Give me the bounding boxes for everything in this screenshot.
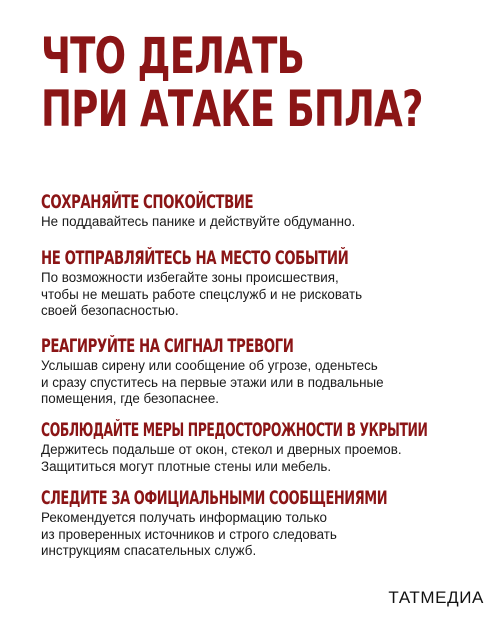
section-text [41,442,481,475]
section-text-line: чтобы не мешать работе спецслужб и не рисковать [41,286,363,302]
section-text-line: своей безопасностью. [41,303,179,318]
section-official-messages [41,488,481,560]
poster-title [41,27,423,138]
section-heading: СОБЛЮДАЙТЕ МЕРЫ ПРЕДОСТОРОЖНОСТИ В УКРЫТИИ [41,420,428,441]
section-text-line: из проверенных источников и строго следовать [41,526,337,542]
section-text-line: инструкциям спасательных служб. [41,543,257,558]
section-stay-calm [41,192,481,231]
brand-logo-text: ТАТМЕДИА [388,588,484,607]
section-text-line: помещения, где безопаснее. [41,391,220,406]
title-line-2: ПРИ АТАКЕ БПЛА? [41,80,423,138]
section-text [41,358,481,408]
section-avoid-scene [41,248,481,320]
section-heading: РЕАГИРУЙТЕ НА СИГНАЛ ТРЕВОГИ [41,336,294,357]
section-text-line: Услышав сирену или сообщение об угрозе, оденьтесь [41,358,378,373]
section-heading: СОХРАНЯЙТЕ СПОКОЙСТВИЕ [41,192,254,213]
section-heading: НЕ ОТПРАВЛЯЙТЕСЬ НА МЕСТО СОБЫТИЙ [41,248,349,269]
section-shelter-precautions [41,420,481,475]
title-line-1: ЧТО ДЕЛАТЬ [41,27,305,85]
section-text [41,214,481,231]
section-text-line: Рекомендуется получать информацию только [41,510,327,525]
section-alarm-signal [41,336,481,408]
section-text-line: и сразу спуститесь на первые этажи или в подвальные [41,374,384,390]
section-heading: СЛЕДИТЕ ЗА ОФИЦИАЛЬНЫМИ СООБЩЕНИЯМИ [41,488,388,509]
section-text [41,270,481,320]
section-text-line: Не поддавайтесь панике и действуйте обдуманно. [41,214,356,229]
section-text-line: По возможности избегайте зоны происшествия, [41,270,339,285]
section-text-line: Защититься могут плотные стены или мебель. [41,458,332,474]
section-text-line: Держитесь подальше от окон, стекол и дверных проемов. [41,442,402,457]
section-text [41,510,481,560]
